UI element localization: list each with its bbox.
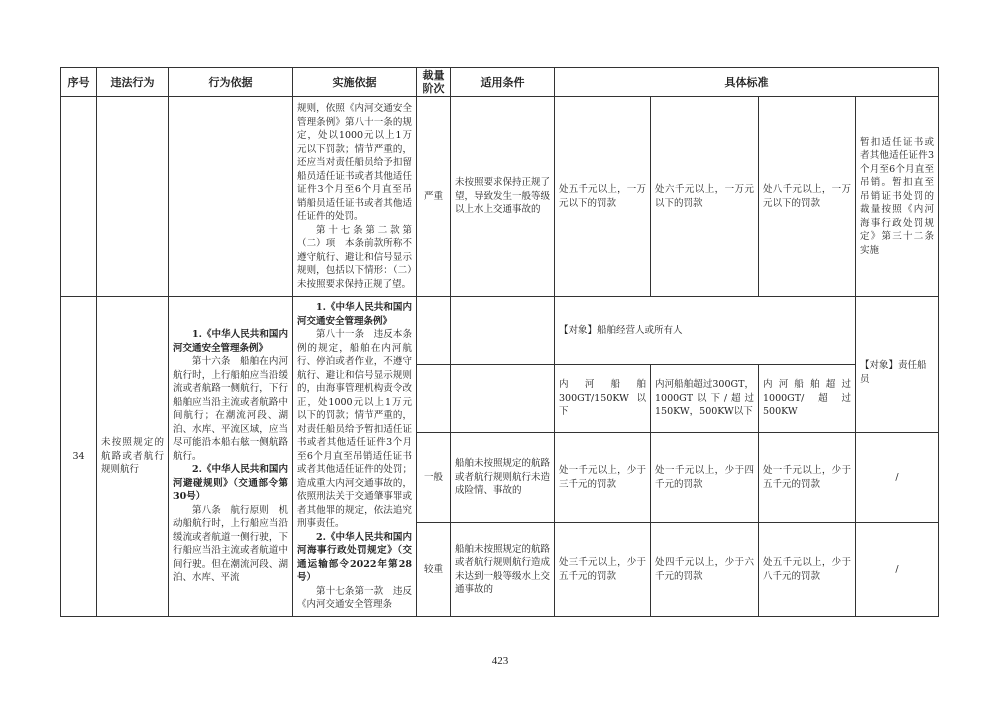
impl-title-1: 1.《中华人民共和国内河交通安全管理条例》 — [297, 302, 412, 327]
cell-category-2: 内河船舶超过300GT，1000GT以下/超过150KW，500KW以下 — [651, 365, 759, 433]
table-row-continued — [61, 97, 939, 297]
cell-condition-general: 船舶未按照规定的航路或者航行规则航行未造成险情、事故的 — [451, 433, 555, 523]
cell-condition-severe: 未按照要求保持正规了望，导致发生一般等级以上水上交通事故的 — [451, 97, 555, 297]
cell-general-std3: 处一千元以上，少于五千元的罚款 — [759, 433, 856, 523]
cell-level-general: 一般 — [417, 433, 451, 523]
cell-category-1: 内河船舶300GT/150KW以下 — [555, 365, 651, 433]
basis-text-2: 第八条 航行原则 机动船航行时，上行船应当沿缓流或者航道一侧行驶，下行船应当沿主流或者航道中间行驶。但在潮流河段、湖泊、水库、平流 — [173, 504, 288, 584]
impl-text-2: 第十七条第一款 违反《内河交通安全管理条 — [297, 585, 412, 611]
cell-implement-continued — [293, 97, 417, 297]
cell-level-empty-a — [417, 297, 451, 365]
cell-seq-34: 34 — [61, 297, 97, 617]
impl-text-1: 第八十一条 违反本条例的规定，船舶在内河航行、停泊或者作业，不遵守航行、避让和信号显示规则的，由海事管理机构责令改正，处1000元以上1万元以下的罚款；情节严重的，对责任船员给予暂扣适任证书或者其他适任证件3个月至6个月直至吊销适任证书或者其他适任证件的处罚；造成重大内河交通事故的，依照刑法关于交通肇事罪或者其他罪的规定，依法追究刑事责任。 — [297, 329, 412, 530]
cell-seq-empty — [61, 97, 97, 297]
header-level: 裁量阶次 — [417, 68, 451, 97]
cell-basis-empty — [169, 97, 293, 297]
cell-object-owner: 【对象】船舶经营人或所有人 — [555, 297, 856, 365]
implement-text-2: 第十七条第二款第（二）项 本条前款所称不遵守航行、避让和信号显示规则，包括以下情形：（二）未按照要求保持正规了望。 — [297, 224, 412, 290]
cell-general-std2: 处一千元以上，少于四千元的罚款 — [651, 433, 759, 523]
implement-text: 规则，依照《内河交通安全管理条例》第八十一条的规定，处以1000元以上1万元以下罚款；情节严重的，还应当对责任船员给予扣留船员适任证书或者其他适任证件3个月至6个月直至吊销船员适任证书或者其他适任证件的处罚。 — [297, 103, 412, 222]
cell-std3-severe: 处八千元以上，一万元以下的罚款 — [759, 97, 856, 297]
cell-general-std1: 处一千元以上，少于三千元的罚款 — [555, 433, 651, 523]
cell-condition-empty-a — [451, 297, 555, 365]
cell-condition-empty-b — [451, 365, 555, 433]
cell-heavier-std2: 处四千元以上，少于六千元的罚款 — [651, 523, 759, 617]
cell-std2-severe: 处六千元以上，一万元以下的罚款 — [651, 97, 759, 297]
header-implement: 实施依据 — [293, 68, 417, 97]
cell-category-3: 内河船舶超过1000GT/超过500KW — [759, 365, 856, 433]
cell-general-std4: / — [856, 433, 939, 523]
penalty-standard-table — [60, 67, 939, 617]
basis-text-1: 第十六条 船舶在内河航行时，上行船舶应当沿缓流或者航路一侧航行，下行船舶应当沿主流或者航路中间航行；在潮流河段、湖泊、水库、平流区域，应当尽可能沿本船右舷一侧航路航行。 — [173, 356, 288, 462]
page-number: 423 — [491, 655, 509, 667]
header-condition: 适用条件 — [451, 68, 555, 97]
cell-heavier-std1: 处三千元以上，少于五千元的罚款 — [555, 523, 651, 617]
header-row — [61, 68, 939, 97]
cell-std1-severe: 处五千元以上，一万元以下的罚款 — [555, 97, 651, 297]
header-seq: 序号 — [61, 68, 97, 97]
header-standard: 具体标准 — [555, 68, 939, 97]
cell-std4-severe: 暂扣适任证书或者其他适任证件3个月至6个月直至吊销。暂扣直至吊销证书处罚的裁量按照《内河海事行政处罚规定》第三十二条实施 — [856, 97, 939, 297]
impl-title-2: 2.《中华人民共和国内河海事行政处罚规定》（交通运输部令2022年第28号） — [297, 531, 412, 584]
basis-title-2: 2.《中华人民共和国内河避碰规则》（交通部令第30号） — [173, 464, 288, 503]
cell-heavier-std4: / — [856, 523, 939, 617]
cell-heavier-std3: 处五千元以上，少于八千元的罚款 — [759, 523, 856, 617]
cell-basis-34 — [169, 297, 293, 617]
cell-implement-34 — [293, 297, 417, 617]
cell-violation-34: 未按照规定的航路或者航行规则航行 — [97, 297, 169, 617]
cell-level-severe: 严重 — [417, 97, 451, 297]
cell-level-heavier: 较重 — [417, 523, 451, 617]
cell-level-empty-b — [417, 365, 451, 433]
header-violation: 违法行为 — [97, 68, 169, 97]
header-basis: 行为依据 — [169, 68, 293, 97]
basis-title-1: 1.《中华人民共和国内河交通安全管理条例》 — [173, 329, 288, 354]
table-row-34-object — [61, 297, 939, 365]
cell-violation-empty — [97, 97, 169, 297]
cell-object-crew: 【对象】责任船员 — [856, 297, 939, 433]
cell-condition-heavier: 船舶未按照规定的航路或者航行规则航行造成未达到一般等级水上交通事故的 — [451, 523, 555, 617]
